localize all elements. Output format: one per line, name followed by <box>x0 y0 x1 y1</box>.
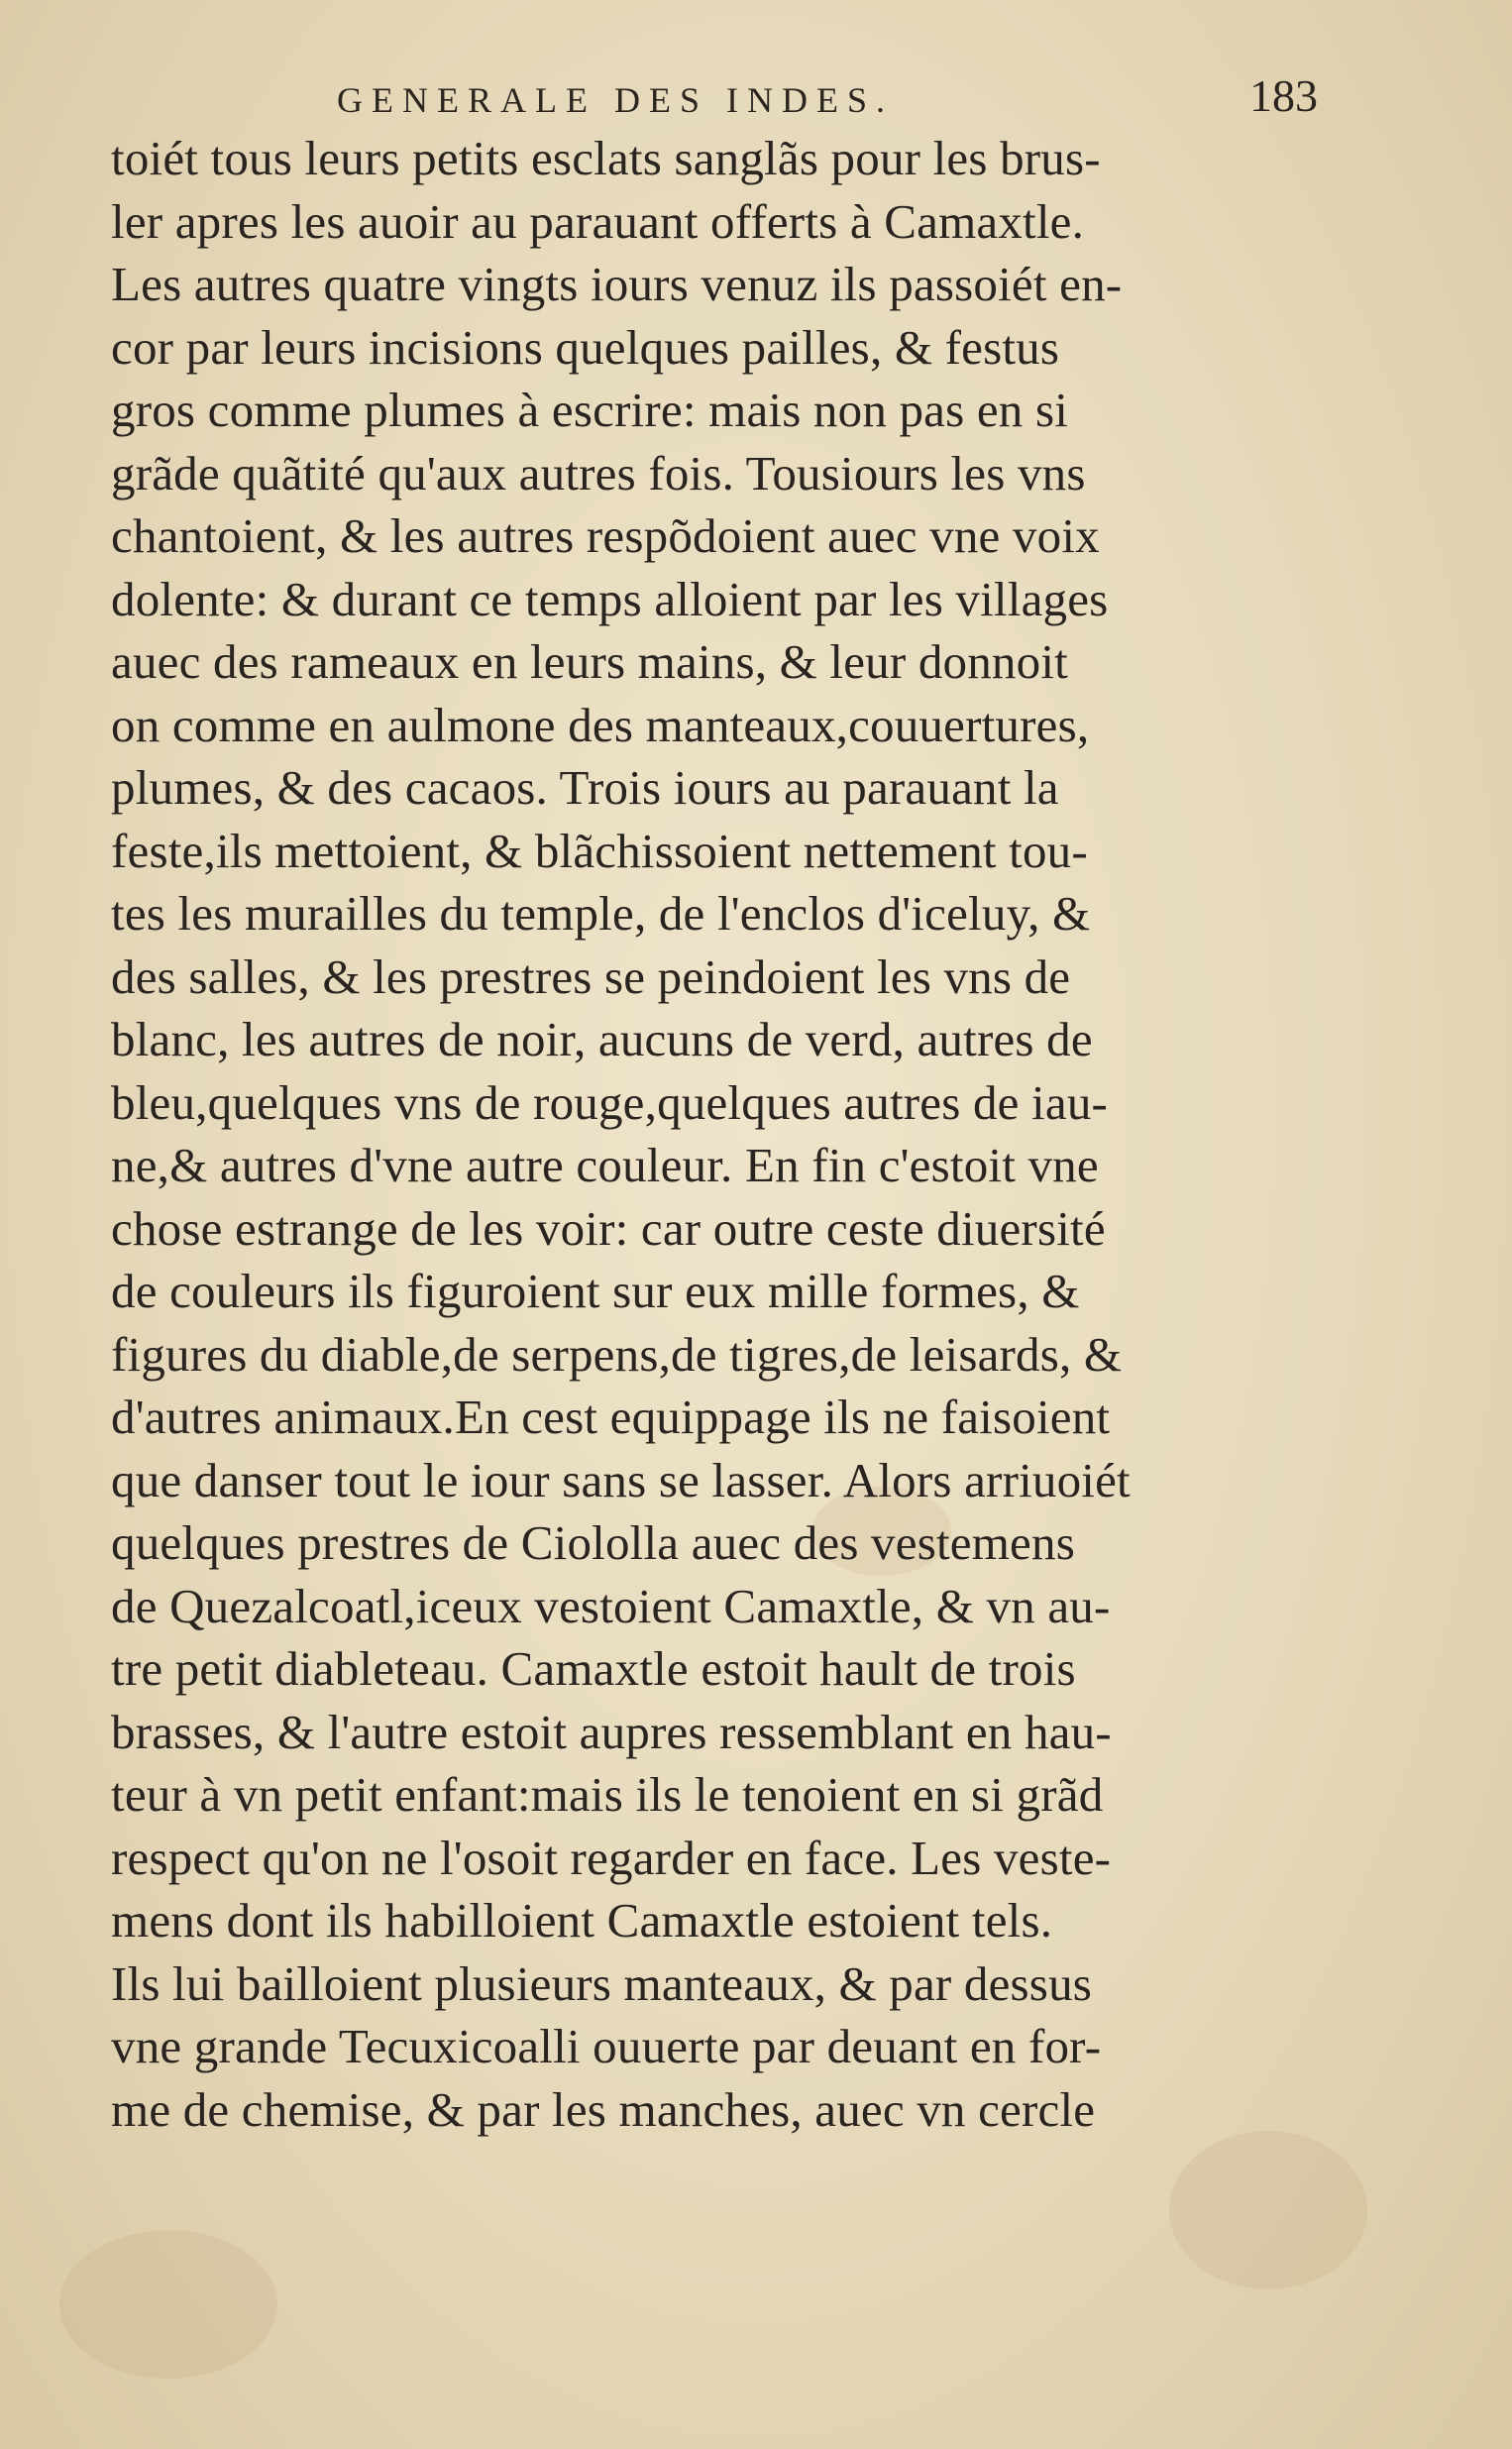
text-line: des salles, & les prestres se peindoient les vns de <box>111 948 1071 1004</box>
text-line: feste,ils mettoient, & blãchissoient nettement tou- <box>111 823 1088 878</box>
text-line: gros comme plumes à escrire: mais non pas en si <box>111 383 1069 437</box>
text-line: chantoient, & les autres respõdoient auec vne voix <box>111 508 1100 563</box>
text-line: tes les murailles du temple, de l'enclos d'iceluy, & <box>111 886 1091 941</box>
text-line: auec des rameaux en leurs mains, & leur donnoit <box>111 634 1068 689</box>
text-line: me de chemise, & par les manches, auec vn cercle <box>111 2081 1096 2137</box>
text-line: Les autres quatre vingts iours venuz ils passoiét en- <box>111 257 1123 311</box>
text-line: Ils lui bailloient plusieurs manteaux, & par dessus <box>111 1955 1093 2011</box>
text-line: vne grande Tecuxicoalli ouuerte par deuant en for- <box>111 2019 1102 2073</box>
text-line: quelques prestres de Ciololla auec des vestemens <box>111 1515 1075 1570</box>
page-number: 183 <box>1249 70 1318 121</box>
text-line: plumes, & des cacaos. Trois iours au parauant la <box>111 760 1059 815</box>
text-line: figures du diable,de serpens,de tigres,de leisards, & <box>111 1326 1123 1382</box>
text-line: blanc, les autres de noir, aucuns de verd, autres de <box>111 1012 1093 1066</box>
text-line: brasses, & l'autre estoit aupres ressemblant en hau- <box>111 1704 1112 1759</box>
text-line: tre petit diableteau. Camaxtle estoit hault de trois <box>111 1641 1076 1696</box>
paper-stain <box>1169 2131 1367 2289</box>
text-line: grãde quãtité qu'aux autres fois. Tousiours les vns <box>111 445 1086 501</box>
text-line: que danser tout le iour sans se lasser. Alors arriuoiét <box>111 1452 1131 1507</box>
text-line: respect qu'on ne l'osoit regarder en face. Les veste- <box>111 1830 1112 1885</box>
text-line: dolente: & durant ce temps alloient par les villages <box>111 571 1109 626</box>
text-line: d'autres animaux.En cest equippage ils ne faisoient <box>111 1390 1111 1444</box>
text-line: cor par leurs incisions quelques pailles, & festus <box>111 319 1060 375</box>
body-text <box>111 127 1300 2141</box>
text-line: ne,& autres d'vne autre couleur. En fin c'estoit vne <box>111 1138 1099 1192</box>
text-line: mens dont ils habilloient Camaxtle estoient tels. <box>111 1893 1053 1948</box>
text-line: ler apres les auoir au parauant offerts à Camaxtle. <box>111 193 1085 249</box>
text-line: teur à vn petit enfant:mais ils le tenoient en si grãd <box>111 1767 1104 1822</box>
page-header <box>337 69 1328 129</box>
running-head: GENERALE DES INDES. <box>337 80 894 120</box>
text-line: de Quezalcoatl,iceux vestoient Camaxtle, & vn au- <box>111 1578 1111 1633</box>
text-line: bleu,quelques vns de rouge,quelques autres de iau- <box>111 1074 1109 1130</box>
text-line: on comme en aulmone des manteaux,couuertures, <box>111 697 1090 752</box>
paper-stain <box>59 2230 277 2379</box>
text-line: toiét tous leurs petits esclats sanglãs pour les brus- <box>111 131 1101 185</box>
text-line: chose estrange de les voir: car outre ceste diuersité <box>111 1200 1106 1256</box>
text-line: de couleurs ils figuroient sur eux mille formes, & <box>111 1264 1080 1318</box>
